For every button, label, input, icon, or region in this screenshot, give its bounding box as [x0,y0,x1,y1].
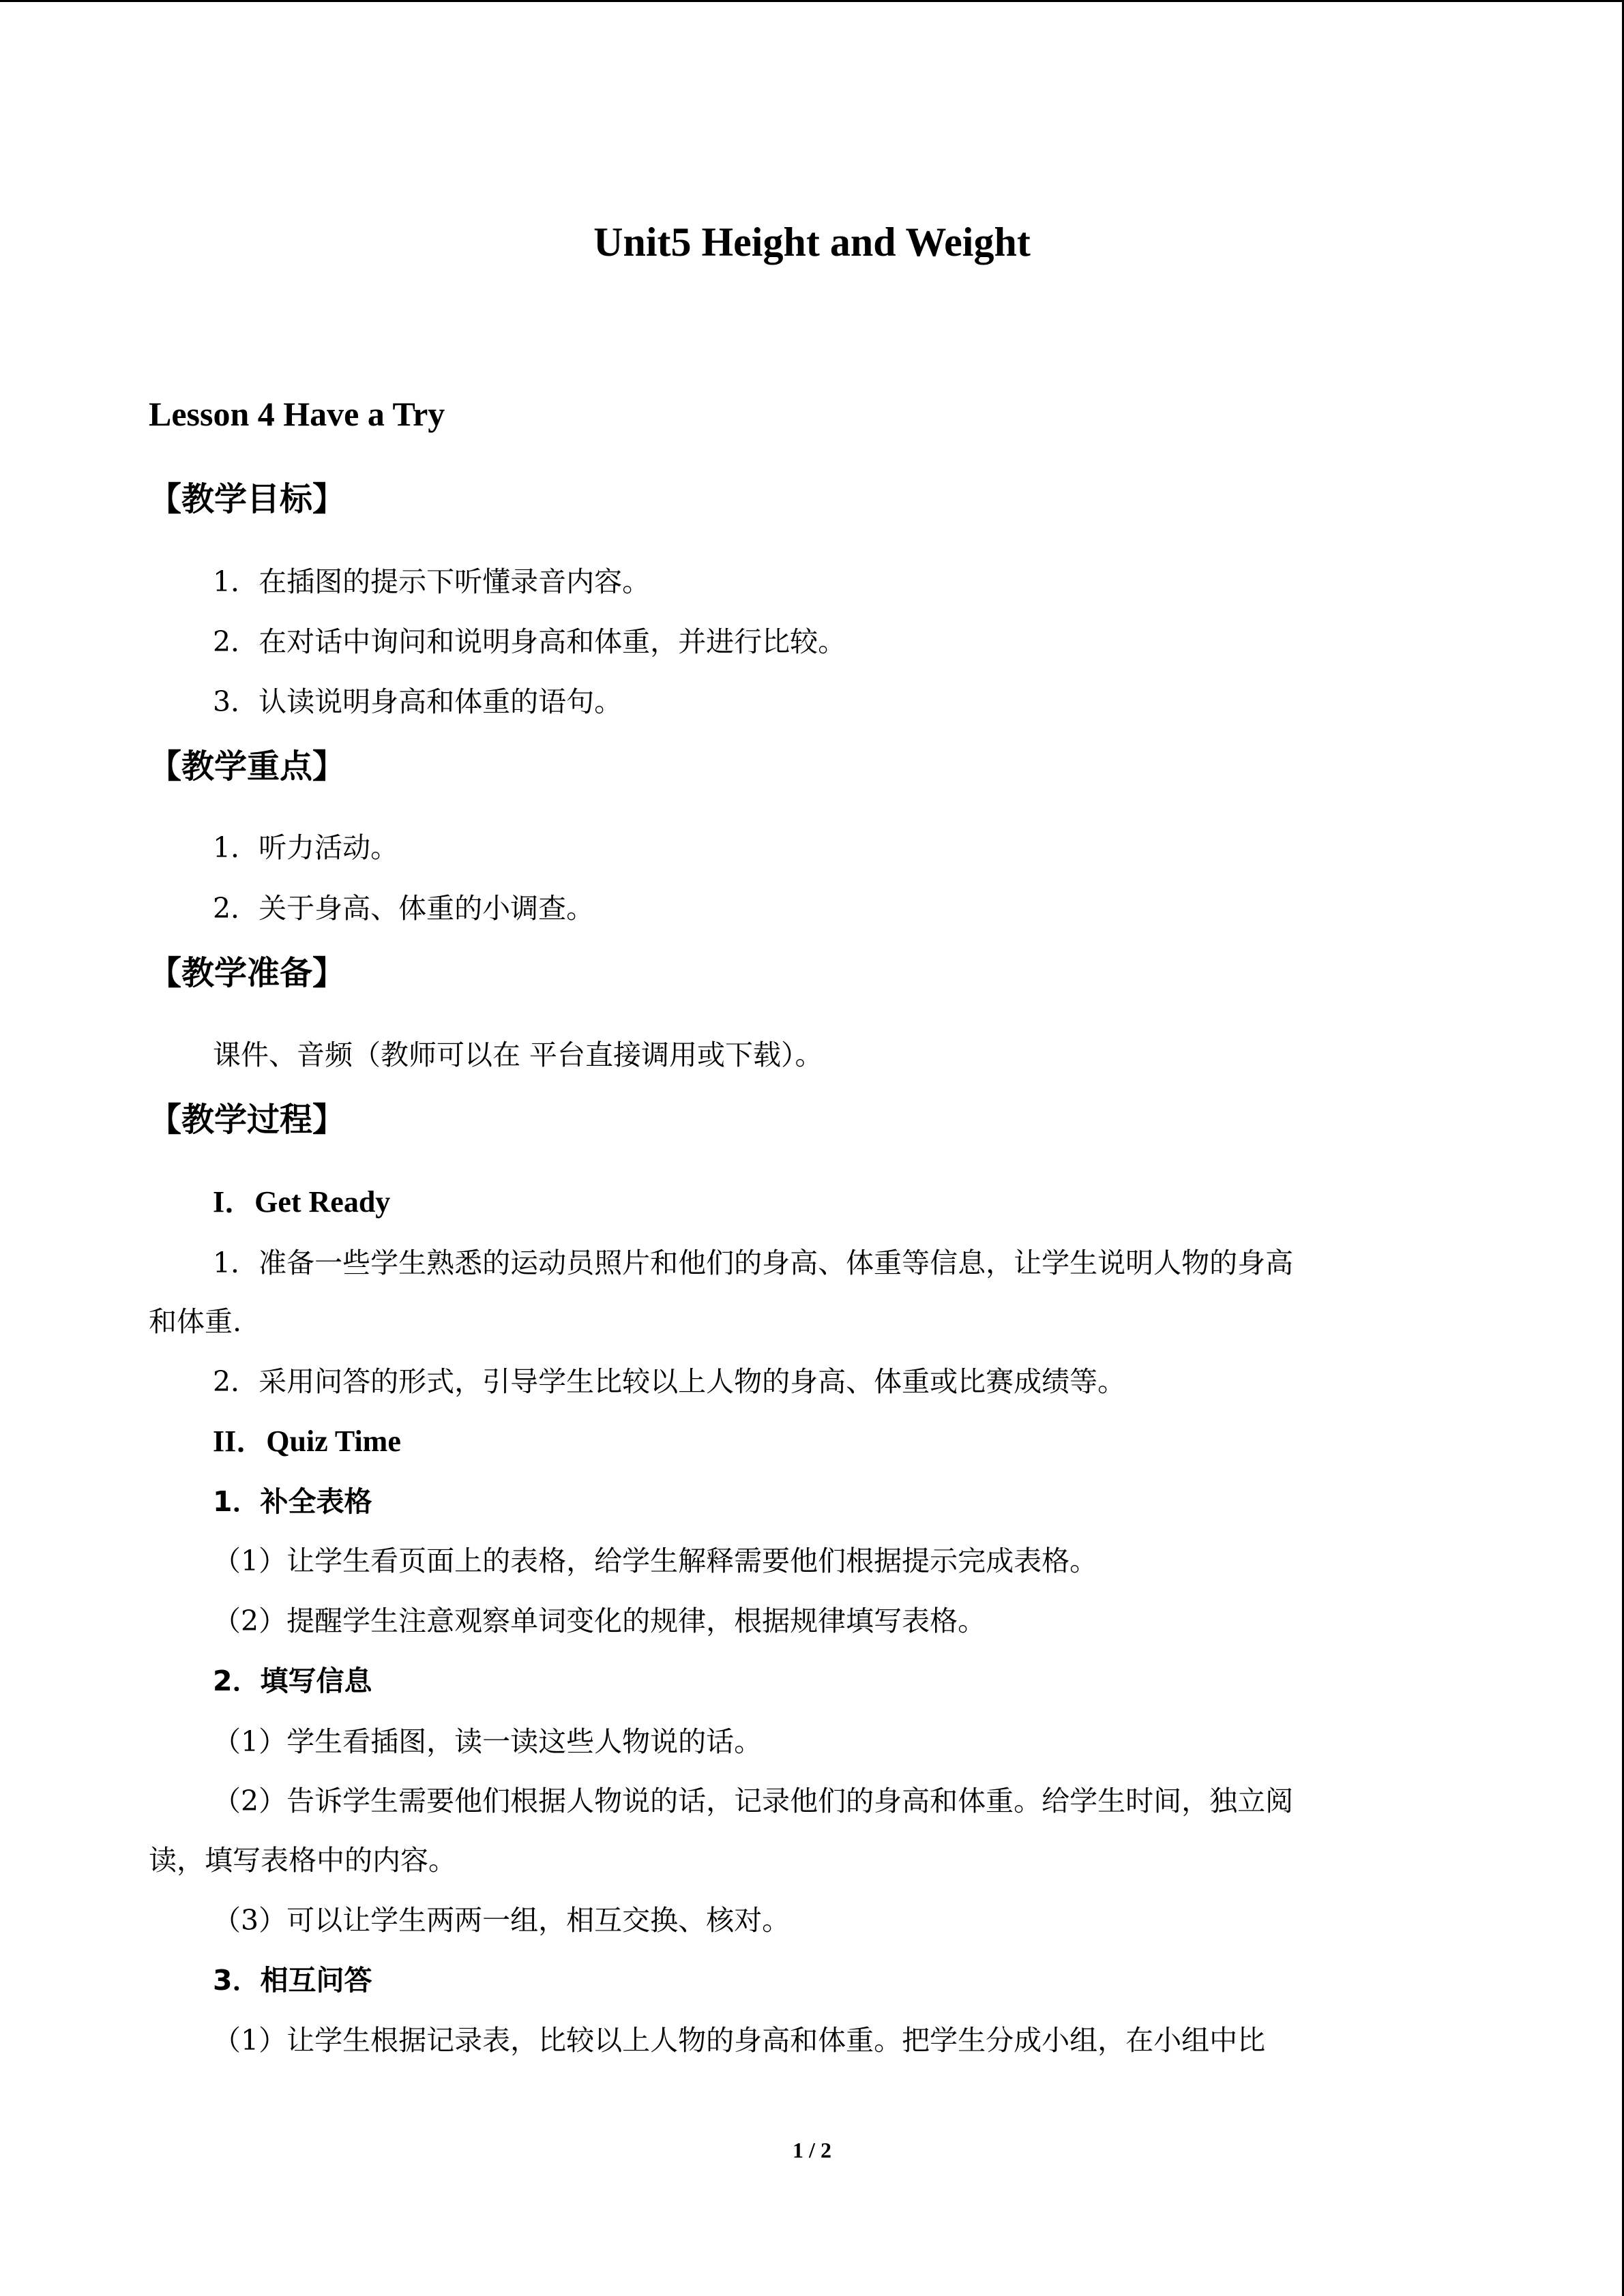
document-title: Unit5 Height and Weight [593,220,1031,265]
quiz-part-1-item-2: （2）提醒学生注意观察单词变化的规律，根据规律填写表格。 [213,1605,986,1637]
lesson-title: Lesson 4 Have a Try [149,395,445,433]
key-point-item-2: 2．关于身高、体重的小调查。 [213,892,595,925]
quiz-part-2-item-2-line-2: 读，填写表格中的内容。 [149,1844,456,1877]
objectives-heading: 【教学目标】 [149,480,346,518]
get-ready-item-1-line-2: 和体重. [149,1305,242,1338]
quiz-part-3-item-1-line-1: （1）让学生根据记录表，比较以上人物的身高和体重。把学生分成小组，在小组中比 [213,2024,1266,2057]
page-number: 1 / 2 [793,2138,831,2162]
get-ready-item-1-line-1: 1．准备一些学生熟悉的运动员照片和他们的身高、体重等信息，让学生说明人物的身高 [213,1247,1294,1279]
quiz-part-3-label: 3．相互问答 [213,1964,372,1997]
objective-item-1: 1．在插图的提示下听懂录音内容。 [213,565,651,598]
preparation-text: 课件、音频（教师可以在 平台直接调用或下载）。 [213,1039,823,1071]
objective-item-2: 2．在对话中询问和说明身高和体重，并进行比较。 [213,625,846,658]
quiz-part-2-item-2-line-1: （2）告诉学生需要他们根据人物说的话，记录他们的身高和体重。给学生时间，独立阅 [213,1785,1294,1817]
objective-item-3: 3．认读说明身高和体重的语句。 [213,685,623,718]
key-point-item-1: 1．听力活动。 [213,831,399,864]
quiz-part-1-item-1: （1）让学生看页面上的表格，给学生解释需要他们根据提示完成表格。 [213,1545,1098,1577]
quiz-time-label: II．Quiz Time [213,1425,401,1458]
get-ready-item-2: 2．采用问答的形式，引导学生比较以上人物的身高、体重或比赛成绩等。 [213,1365,1126,1398]
quiz-part-2-label: 2．填写信息 [213,1665,372,1697]
quiz-part-1-label: 1．补全表格 [213,1485,372,1518]
quiz-part-2-item-1: （1）学生看插图，读一读这些人物说的话。 [213,1725,763,1758]
preparation-heading: 【教学准备】 [149,954,346,992]
quiz-part-2-item-3: （3）可以让学生两两一组，相互交换、核对。 [213,1904,791,1937]
key-points-heading: 【教学重点】 [149,747,346,786]
get-ready-label: I．Get Ready [213,1185,391,1219]
process-heading: 【教学过程】 [149,1101,346,1139]
